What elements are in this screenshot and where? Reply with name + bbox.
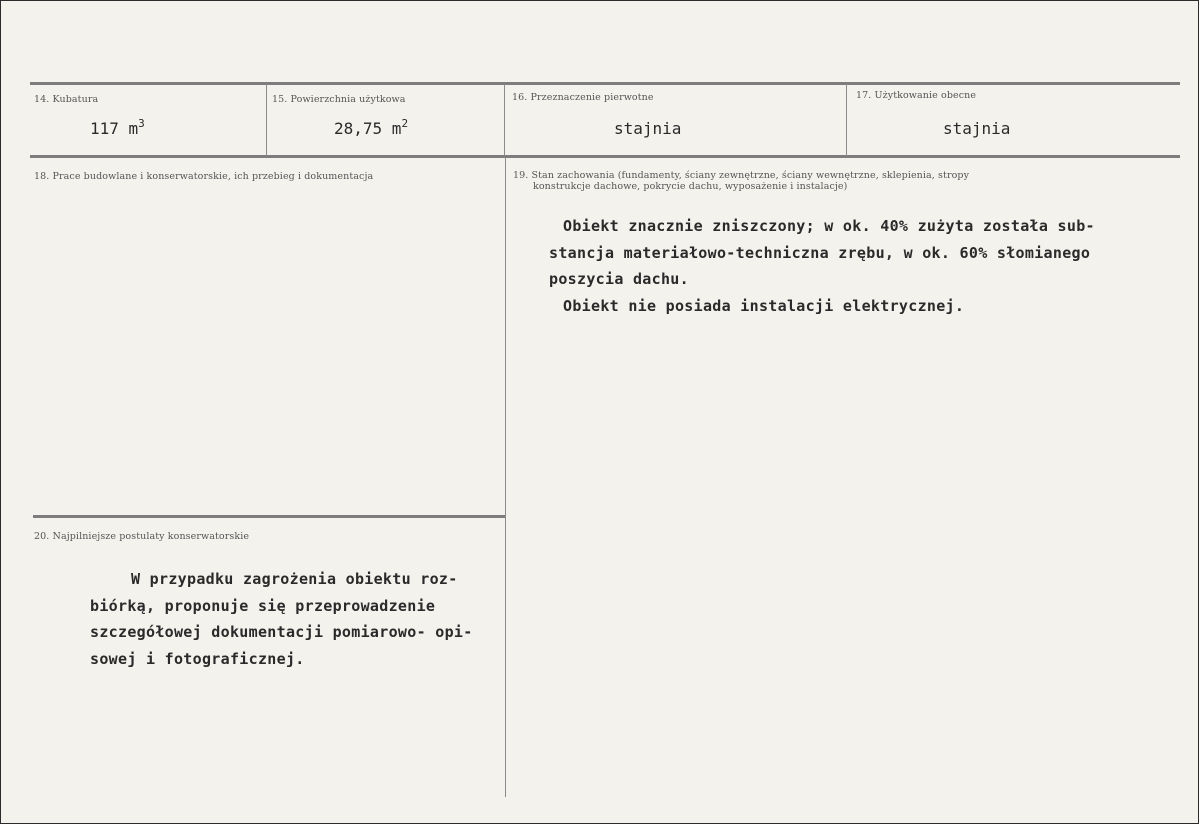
field-19-line: Obiekt nie posiada instalacji elektrycznej. xyxy=(563,296,965,315)
top-rule xyxy=(30,82,1180,85)
divider-15-16 xyxy=(504,84,505,156)
field-17-label: 17. Użytkowanie obecne xyxy=(856,90,977,101)
field-18-label: 18. Prace budowlane i konserwatorskie, ich przebieg i dokumentacja xyxy=(34,171,374,182)
field-14-value-text: 117 m xyxy=(90,119,139,138)
field-20-line: szczegółowej dokumentacji pomiarowo- opi- xyxy=(90,623,473,641)
field-19-line: Obiekt znacznie zniszczony; w ok. 40% zużyta została sub- xyxy=(563,217,1095,235)
field-15-label: 15. Powierzchnia użytkowa xyxy=(272,94,406,105)
field-20-line: sowej i fotograficznej. xyxy=(90,649,305,668)
row1-bottom-rule xyxy=(30,155,1180,158)
field-15-unit-exponent: 2 xyxy=(401,117,409,130)
field-20-label: 20. Najpilniejsze postulaty konserwatorskie xyxy=(34,531,250,542)
field-19-line: poszycia dachu. xyxy=(549,270,689,288)
field-19-label-line2: konstrukcje dachowe, pokrycie dachu, wyposażenie i instalacje) xyxy=(533,181,848,192)
field-14-label: 14. Kubatura xyxy=(34,94,99,105)
field-17-value: stajnia xyxy=(943,119,1011,138)
section20-top-rule xyxy=(33,515,505,518)
field-19-label-line1: 19. Stan zachowania (fundamenty, ściany zewnętrzne, ściany wewnętrzne, sklepienia, stropy xyxy=(513,170,970,181)
field-15-value xyxy=(334,117,408,138)
field-20-line: W przypadku zagrożenia obiektu roz- xyxy=(131,570,458,588)
field-14-value xyxy=(90,117,145,138)
field-16-value: stajnia xyxy=(614,119,682,138)
field-20-line: biórką, proponuje się przeprowadzenie xyxy=(90,596,436,615)
field-16-label: 16. Przeznaczenie pierwotne xyxy=(512,92,654,103)
field-19-text xyxy=(549,213,1095,319)
divider-main-column xyxy=(505,157,506,797)
field-15-value-text: 28,75 m xyxy=(334,119,402,138)
field-20-text xyxy=(90,566,473,672)
divider-14-15 xyxy=(266,84,267,156)
field-14-unit-exponent: 3 xyxy=(138,117,145,130)
divider-16-17 xyxy=(846,84,847,156)
field-19-line: stancja materiałowo-techniczna zrębu, w ok. 60% słomianego xyxy=(549,243,1091,262)
